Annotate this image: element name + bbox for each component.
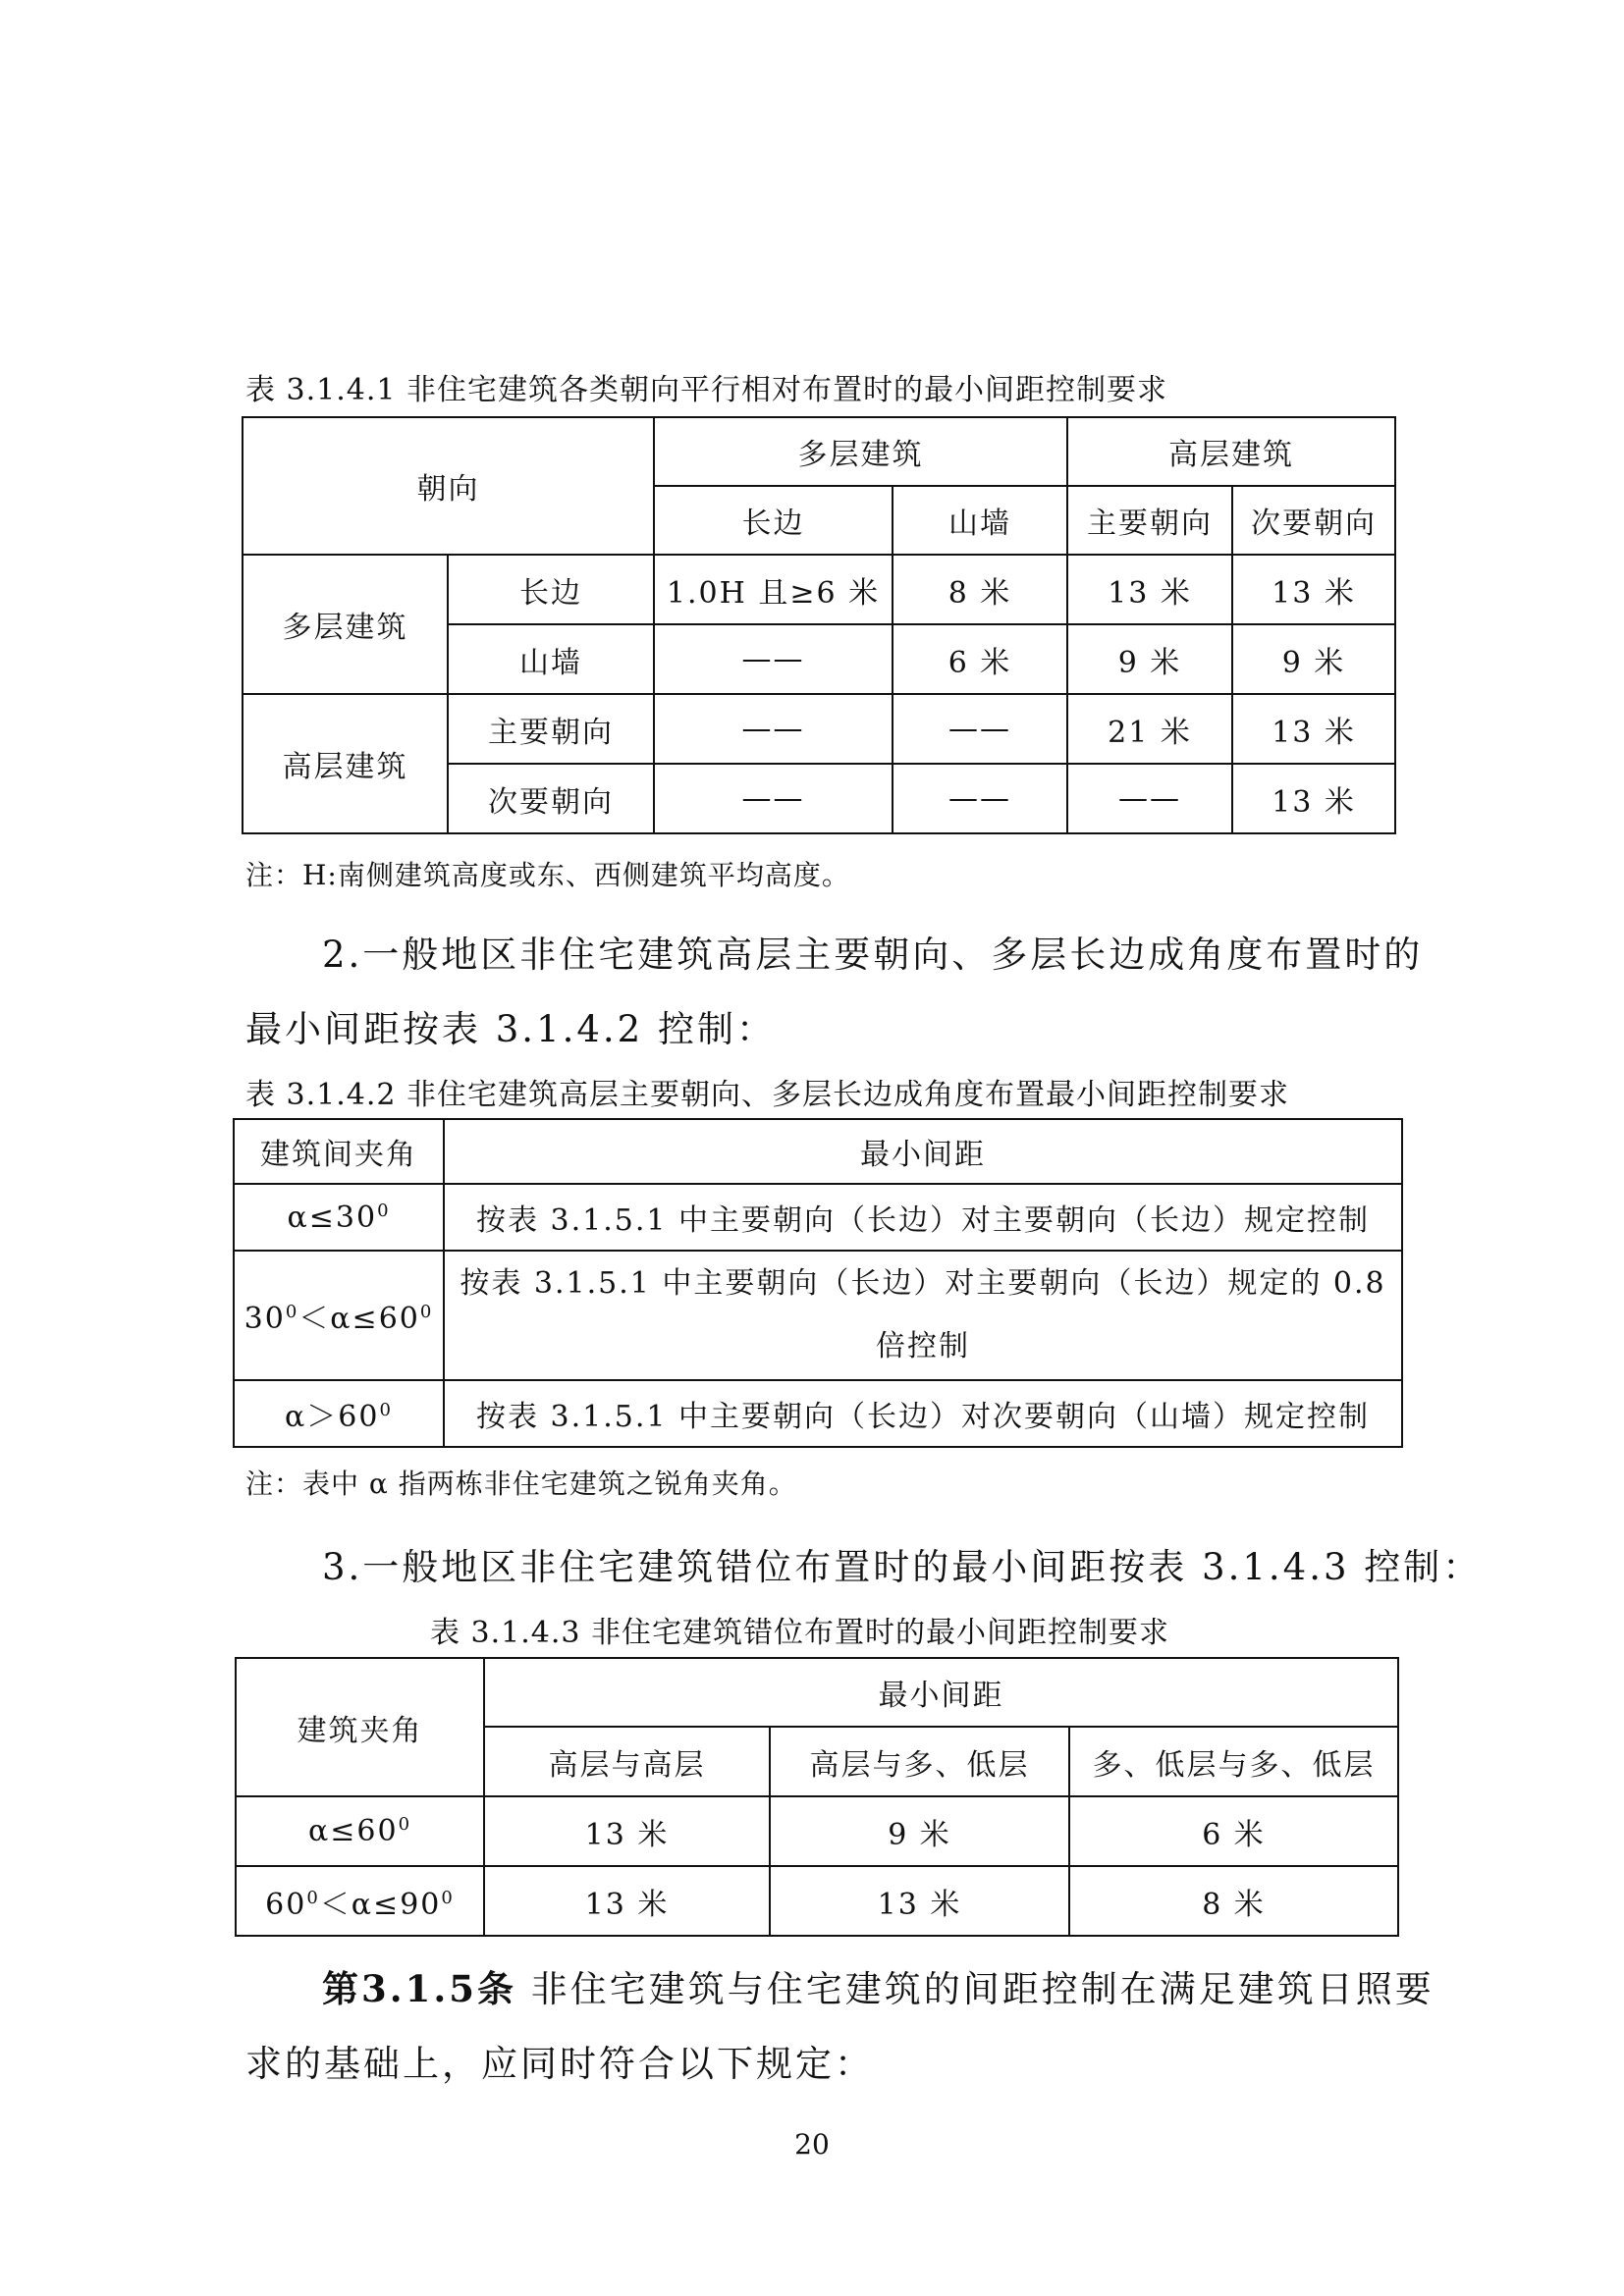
table3-header-min-dist: 最小间距 <box>484 1658 1398 1727</box>
table1-header-main-dir: 主要朝向 <box>1067 486 1232 555</box>
table3-angle-cell: $\alpha\le 60^0$ <box>236 1796 484 1866</box>
table1-header-multi: 多层建筑 <box>654 417 1067 486</box>
table1 <box>242 416 1396 834</box>
table3-header-high-high: 高层与高层 <box>484 1727 770 1796</box>
table1-group-label: 多层建筑 <box>243 555 448 694</box>
table3 <box>235 1657 1399 1937</box>
table1-cell: 6 米 <box>893 624 1067 694</box>
table2-note: 注：表中 α 指两栋非住宅建筑之锐角夹角。 <box>245 1468 797 1500</box>
paragraph-2-line2: 最小间距按表 3.1.4.2 控制： <box>245 1008 776 1050</box>
table1-cell: —— <box>893 764 1067 833</box>
table1-row-label: 次要朝向 <box>448 764 654 833</box>
table1-row-label: 主要朝向 <box>448 694 654 764</box>
table1-cell: 9 米 <box>1232 624 1395 694</box>
table1-cell: —— <box>654 694 893 764</box>
article-line2: 求的基础上，应同时符合以下规定： <box>245 2043 874 2085</box>
table3-header-angle: 建筑夹角 <box>236 1658 484 1796</box>
table2-header-angle: 建筑间夹角 <box>234 1119 444 1184</box>
table2-angle-cell: $\alpha>60^0$ <box>234 1380 444 1447</box>
table2-rule-cell: 按表 3.1.5.1 中主要朝向（长边）对主要朝向（长边）规定的 0.8 倍控制 <box>444 1251 1402 1380</box>
article-number: 第3.1.5条 <box>322 1967 516 2010</box>
table1-cell: —— <box>654 624 893 694</box>
table3-header-high-low: 高层与多、低层 <box>770 1727 1069 1796</box>
table3-header-low-low: 多、低层与多、低层 <box>1069 1727 1398 1796</box>
table2-caption: 表 3.1.4.2 非住宅建筑高层主要朝向、多层长边成角度布置最小间距控制要求 <box>245 1078 1290 1112</box>
table1-cell: 1.0H 且≥6 米 <box>654 555 893 624</box>
table1-header-high: 高层建筑 <box>1067 417 1395 486</box>
article-line1: 第3.1.5条 非住宅建筑与住宅建筑的间距控制在满足建筑日照要 <box>322 1967 1435 2010</box>
table1-caption: 表 3.1.4.1 非住宅建筑各类朝向平行相对布置时的最小间距控制要求 <box>245 373 1168 407</box>
table1-header-long-side: 长边 <box>654 486 893 555</box>
table1-header-orientation: 朝向 <box>243 417 654 555</box>
table2 <box>233 1118 1403 1448</box>
page-number: 20 <box>794 2128 830 2161</box>
table1-group-label: 高层建筑 <box>243 694 448 833</box>
table2-angle-cell: $30^0<\alpha\le 60^0$ <box>234 1251 444 1380</box>
table2-rule-cell: 按表 3.1.5.1 中主要朝向（长边）对主要朝向（长边）规定控制 <box>444 1184 1402 1251</box>
table1-row-label: 山墙 <box>448 624 654 694</box>
table3-cell: 6 米 <box>1069 1796 1398 1866</box>
table1-cell: 13 米 <box>1232 694 1395 764</box>
table3-cell: 13 米 <box>484 1796 770 1866</box>
paragraph-2-line1: 2.一般地区非住宅建筑高层主要朝向、多层长边成角度布置时的 <box>322 934 1424 976</box>
table1-cell: 13 米 <box>1232 764 1395 833</box>
table1-cell: 9 米 <box>1067 624 1232 694</box>
table3-cell: 9 米 <box>770 1796 1069 1866</box>
table3-caption: 表 3.1.4.3 非住宅建筑错位布置时的最小间距控制要求 <box>430 1616 1170 1650</box>
table3-cell: 13 米 <box>484 1866 770 1936</box>
table2-header-min-dist: 最小间距 <box>444 1119 1402 1184</box>
table1-cell: —— <box>654 764 893 833</box>
table2-rule-cell: 按表 3.1.5.1 中主要朝向（长边）对次要朝向（山墙）规定控制 <box>444 1380 1402 1447</box>
table1-cell: 21 米 <box>1067 694 1232 764</box>
table1-header-gable: 山墙 <box>893 486 1067 555</box>
table1-cell: 13 米 <box>1067 555 1232 624</box>
table2-angle-cell: $\alpha\le 30^0$ <box>234 1184 444 1251</box>
table1-cell: 8 米 <box>893 555 1067 624</box>
table3-angle-cell: $60^0<\alpha\le 90^0$ <box>236 1866 484 1936</box>
table3-cell: 8 米 <box>1069 1866 1398 1936</box>
paragraph-3: 3.一般地区非住宅建筑错位布置时的最小间距按表 3.1.4.3 控制： <box>322 1546 1483 1588</box>
table1-header-secondary-dir: 次要朝向 <box>1232 486 1395 555</box>
table1-cell: 13 米 <box>1232 555 1395 624</box>
table1-note: 注：H:南侧建筑高度或东、西侧建筑平均高度。 <box>245 859 850 891</box>
table3-cell: 13 米 <box>770 1866 1069 1936</box>
table1-cell: —— <box>1067 764 1232 833</box>
table1-row-label: 长边 <box>448 555 654 624</box>
table1-cell: —— <box>893 694 1067 764</box>
